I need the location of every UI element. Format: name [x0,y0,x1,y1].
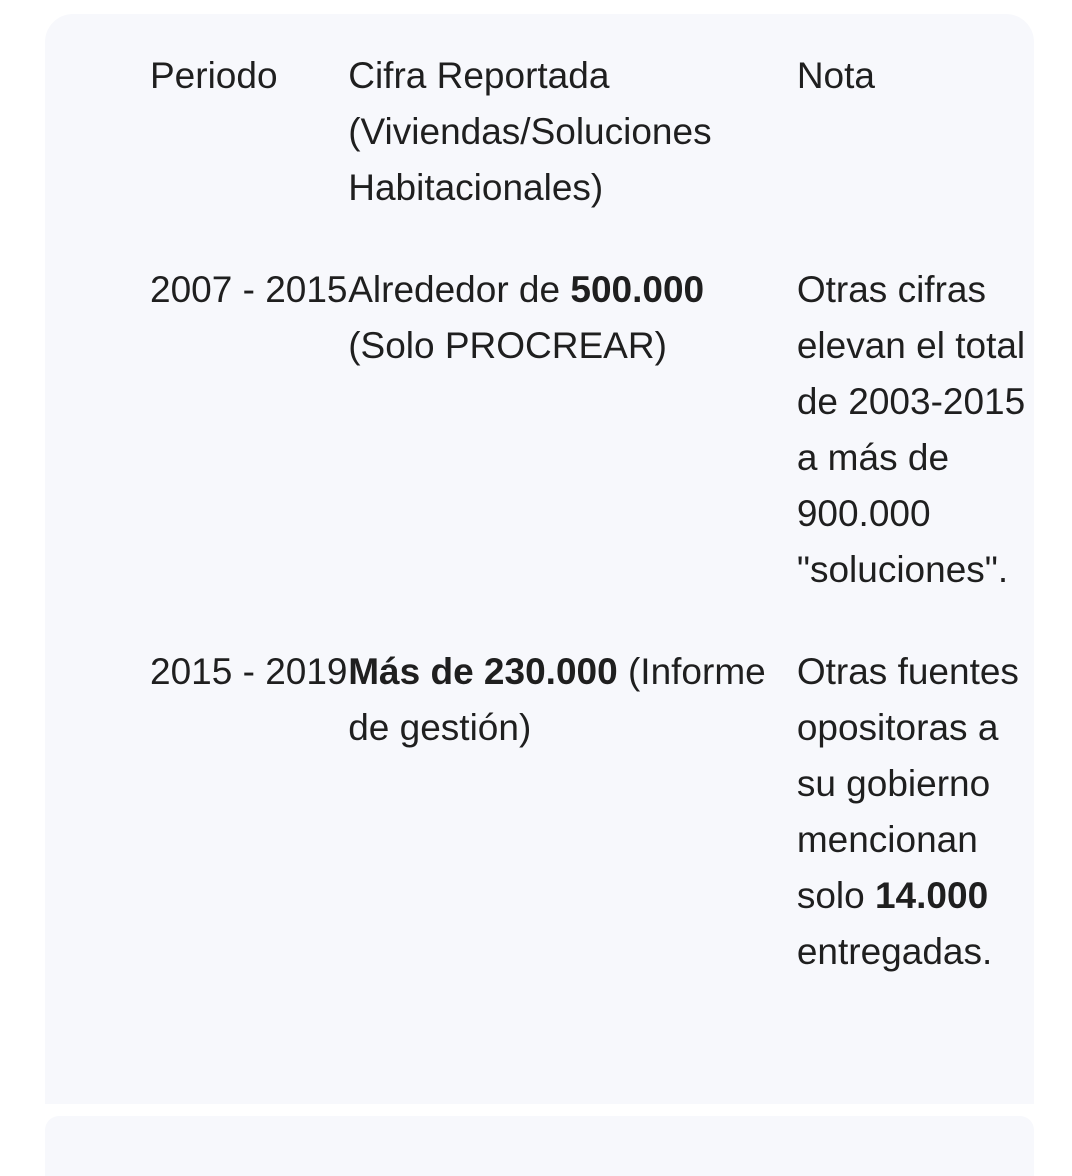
table-card [45,14,1034,1104]
housing-figures-table [150,48,1034,980]
note-text: Otras cifras elevan el total de 2003-2015 a más de 900.000 "soluciones". [796,269,1026,590]
header-figure: Cifra Reportada (Viviendas/Soluciones Habitacionales) [348,55,712,208]
cell-period: 2007 - 2015 [150,269,348,310]
figure-text: Alrededor de [348,269,571,310]
header-period: Periodo [150,55,278,96]
note-text: entregadas. [796,931,993,972]
table-row [150,644,1034,980]
note-highlight: 14.000 [874,875,989,916]
table-row [150,262,1034,644]
figure-text: (Solo PROCREAR) [348,325,667,366]
figure-text: (Informe de gestión) [348,651,766,748]
next-card [45,1116,1034,1176]
header-note: Nota [796,55,875,96]
cell-figure [348,644,797,980]
cell-period: 2015 - 2019 [150,651,348,692]
cell-figure [348,262,797,644]
cell-note [797,262,1034,644]
note-text: Otras fuentes opositoras a su gobierno mencionan solo [796,651,1019,916]
figure-highlight: Más de 230.000 [348,651,618,692]
table-header-row [150,48,1034,262]
figure-highlight: 500.000 [570,269,705,310]
cell-note [797,644,1034,980]
